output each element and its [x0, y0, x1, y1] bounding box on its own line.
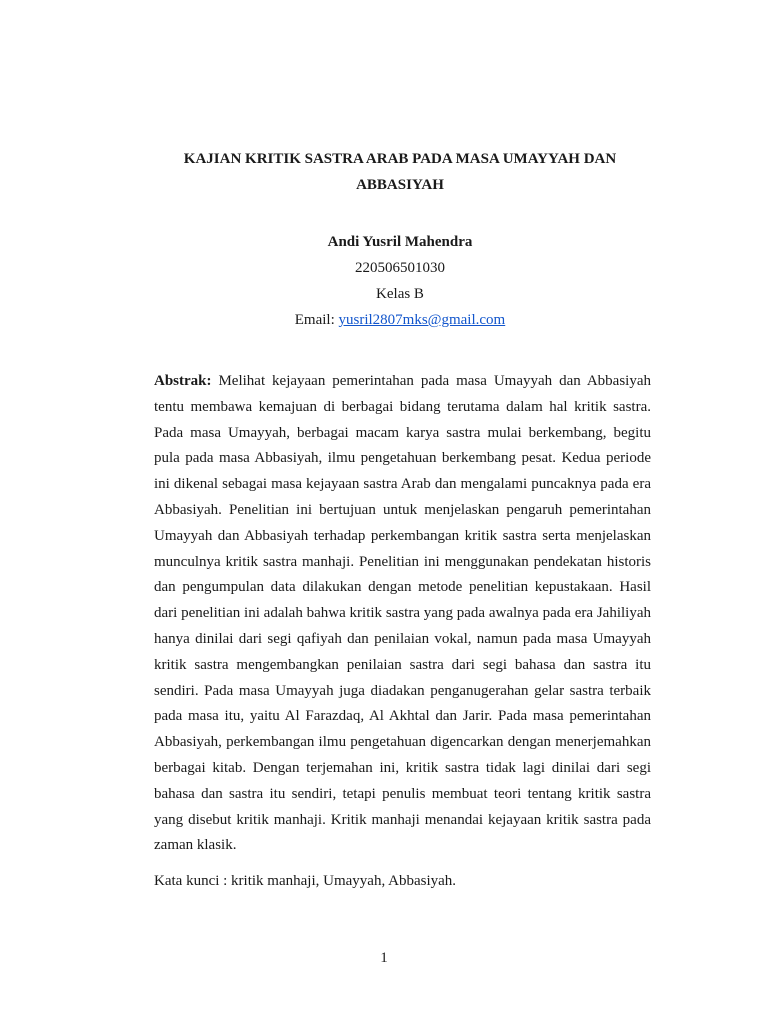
email-link[interactable]: yusril2807mks@gmail.com — [338, 312, 506, 328]
paper-title: KAJIAN KRITIK SASTRA ARAB PADA MASA UMAYYAH DAN ABBASIYAH — [183, 151, 617, 193]
email-line — [150, 307, 650, 333]
author-block — [150, 229, 650, 333]
author-name: Andi Yusril Mahendra — [327, 234, 473, 250]
abstract — [154, 369, 651, 859]
abstract-label: Abstrak: — [154, 373, 212, 389]
class-label: Kelas B — [376, 286, 424, 302]
email-label: Email: — [294, 312, 335, 328]
keywords: Kata kunci : kritik manhaji, Umayyah, Abbasiyah. — [154, 873, 457, 889]
abstract-text: Melihat kejayaan pemerintahan pada masa Umayyah dan Abbasiyah tentu membawa kemajuan di berbagai bidang terutama dalam hal kritik sastra. Pada masa Umayyah, berbagai macam karya sastra mulai berkembang, begitu pula pada masa Abbasiyah, ilmu pengetahuan berkembang pesat. Kedua periode ini dikenal sebagai masa kejayaan sastra Arab dan mengalami puncaknya pada era Abbasiyah. Penelitian ini bertujuan untuk menjelaskan pengaruh pemerintahan Umayyah dan Abbasiyah terhadap perkembangan kritik sastra serta menjelaskan munculnya kritik sastra manhaji. Penelitian ini menggunakan pendekatan historis dan pengumpulan data dilakukan dengan metode penelitian kepustakaan. Hasil dari penelitian ini adalah bahwa kritik sastra yang pada awalnya pada era Jahiliyah hanya dinilai dari segi qafiyah dan penilaian vokal, namun pada masa Umayyah kritik sastra mengembangkan penilaian sastra dari segi bahasa dan sastra itu sendiri. Pada masa Umayyah juga diadakan penganugerahan gelar sastra terbaik pada masa itu, yaitu Al Farazdaq, Al Akhtal dan Jarir. Pada masa pemerintahan Abbasiyah, perkembangan ilmu pengetahuan digencarkan dengan menerjemahkan berbagai kitab. Dengan terjemahan ini, kritik sastra tidak lagi dinilai dari segi bahasa dan sastra itu sendiri, tetapi penulis membuat teori tentang kritik sastra yang disebut kritik manhaji. Kritik manhaji menandai kejayaan kritik sastra pada zaman klasik. — [154, 373, 651, 854]
student-id: 220506501030 — [355, 260, 445, 276]
page-number: 1 — [380, 950, 388, 966]
